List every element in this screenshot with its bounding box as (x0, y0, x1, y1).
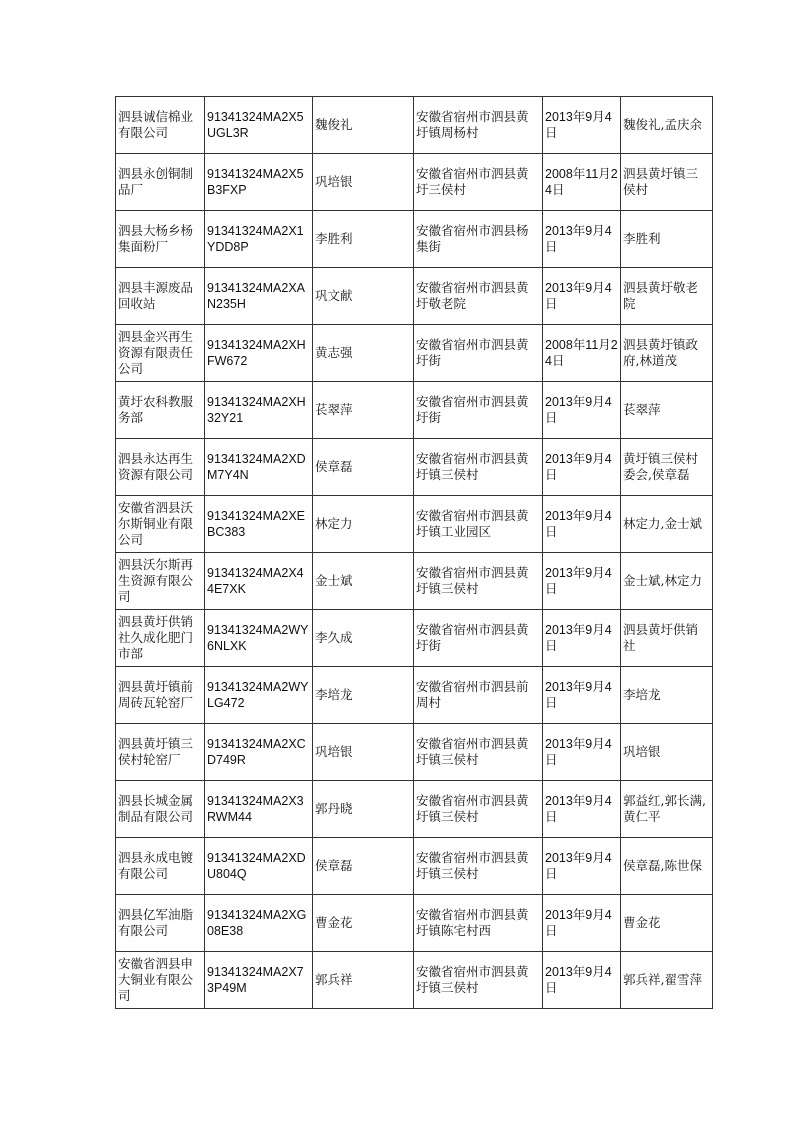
company-name-cell: 泗县永创铜制品厂 (116, 154, 205, 211)
date-cell: 2013年9月4日 (543, 97, 621, 154)
address-cell: 安徽省宿州市泗县黄圩街 (414, 325, 543, 382)
company-name-cell: 泗县黄圩供销社久成化肥门市部 (116, 610, 205, 667)
credit-code-cell: 91341324MA2XCD749R (205, 724, 313, 781)
company-name-cell: 泗县永成电镀有限公司 (116, 838, 205, 895)
table-row (116, 667, 713, 724)
shareholder-cell: 苌翠萍 (621, 382, 713, 439)
table-body (116, 97, 713, 1009)
legal-rep-cell: 巩文献 (313, 268, 414, 325)
legal-rep-cell: 林定力 (313, 496, 414, 553)
credit-code-cell: 91341324MA2WY6NLXK (205, 610, 313, 667)
date-cell: 2013年9月4日 (543, 952, 621, 1009)
shareholder-cell: 泗县黄圩供销社 (621, 610, 713, 667)
date-cell: 2013年9月4日 (543, 781, 621, 838)
shareholder-cell: 魏俊礼,孟庆余 (621, 97, 713, 154)
legal-rep-cell: 李培龙 (313, 667, 414, 724)
credit-code-cell: 91341324MA2X5UGL3R (205, 97, 313, 154)
company-name-cell: 泗县永达再生资源有限公司 (116, 439, 205, 496)
table-row (116, 439, 713, 496)
legal-rep-cell: 侯章磊 (313, 439, 414, 496)
date-cell: 2013年9月4日 (543, 610, 621, 667)
date-cell: 2013年9月4日 (543, 667, 621, 724)
credit-code-cell: 91341324MA2XHFW672 (205, 325, 313, 382)
table-row (116, 553, 713, 610)
shareholder-cell: 巩培银 (621, 724, 713, 781)
company-name-cell: 黄圩农科教服务部 (116, 382, 205, 439)
address-cell: 安徽省宿州市泗县黄圩镇工业园区 (414, 496, 543, 553)
credit-code-cell: 91341324MA2X3RWM44 (205, 781, 313, 838)
legal-rep-cell: 金士斌 (313, 553, 414, 610)
credit-code-cell: 91341324MA2X5B3FXP (205, 154, 313, 211)
company-name-cell: 泗县沃尔斯再生资源有限公司 (116, 553, 205, 610)
address-cell: 安徽省宿州市泗县黄圩镇三侯村 (414, 781, 543, 838)
shareholder-cell: 黄圩镇三侯村委会,侯章磊 (621, 439, 713, 496)
legal-rep-cell: 郭丹晓 (313, 781, 414, 838)
address-cell: 安徽省宿州市泗县前周村 (414, 667, 543, 724)
date-cell: 2013年9月4日 (543, 268, 621, 325)
company-name-cell: 泗县诚信棉业有限公司 (116, 97, 205, 154)
legal-rep-cell: 魏俊礼 (313, 97, 414, 154)
company-name-cell: 泗县丰源废品回收站 (116, 268, 205, 325)
table-row (116, 325, 713, 382)
shareholder-cell: 泗县黄圩镇政府,林道茂 (621, 325, 713, 382)
table-row (116, 781, 713, 838)
shareholder-cell: 泗县黄圩敬老院 (621, 268, 713, 325)
date-cell: 2008年11月24日 (543, 154, 621, 211)
table-row (116, 382, 713, 439)
legal-rep-cell: 侯章磊 (313, 838, 414, 895)
date-cell: 2008年11月24日 (543, 325, 621, 382)
date-cell: 2013年9月4日 (543, 496, 621, 553)
date-cell: 2013年9月4日 (543, 724, 621, 781)
table-row (116, 895, 713, 952)
legal-rep-cell: 黄志强 (313, 325, 414, 382)
company-name-cell: 泗县大杨乡杨集面粉厂 (116, 211, 205, 268)
legal-rep-cell: 巩培银 (313, 724, 414, 781)
company-name-cell: 安徽省泗县沃尔斯铜业有限公司 (116, 496, 205, 553)
date-cell: 2013年9月4日 (543, 553, 621, 610)
table-row (116, 268, 713, 325)
address-cell: 安徽省宿州市泗县黄圩镇三侯村 (414, 952, 543, 1009)
address-cell: 安徽省宿州市泗县杨集街 (414, 211, 543, 268)
address-cell: 安徽省宿州市泗县黄圩镇三侯村 (414, 553, 543, 610)
shareholder-cell: 李胜利 (621, 211, 713, 268)
date-cell: 2013年9月4日 (543, 382, 621, 439)
credit-code-cell: 91341324MA2X44E7XK (205, 553, 313, 610)
credit-code-cell: 91341324MA2XEBC383 (205, 496, 313, 553)
company-name-cell: 泗县亿军油脂有限公司 (116, 895, 205, 952)
legal-rep-cell: 郭兵祥 (313, 952, 414, 1009)
table-row (116, 154, 713, 211)
address-cell: 安徽省宿州市泗县黄圩镇陈宅村西 (414, 895, 543, 952)
address-cell: 安徽省宿州市泗县黄圩三侯村 (414, 154, 543, 211)
legal-rep-cell: 曹金花 (313, 895, 414, 952)
table-row (116, 838, 713, 895)
legal-rep-cell: 李胜利 (313, 211, 414, 268)
credit-code-cell: 91341324MA2WYLG472 (205, 667, 313, 724)
shareholder-cell: 郭益红,郭长满,黄仁平 (621, 781, 713, 838)
address-cell: 安徽省宿州市泗县黄圩镇三侯村 (414, 439, 543, 496)
credit-code-cell: 91341324MA2XDU804Q (205, 838, 313, 895)
legal-rep-cell: 巩培银 (313, 154, 414, 211)
company-name-cell: 泗县金兴再生资源有限责任公司 (116, 325, 205, 382)
date-cell: 2013年9月4日 (543, 895, 621, 952)
credit-code-cell: 91341324MA2XH32Y21 (205, 382, 313, 439)
address-cell: 安徽省宿州市泗县黄圩街 (414, 610, 543, 667)
table-row (116, 211, 713, 268)
table-row (116, 724, 713, 781)
company-name-cell: 安徽省泗县申大铜业有限公司 (116, 952, 205, 1009)
shareholder-cell: 曹金花 (621, 895, 713, 952)
address-cell: 安徽省宿州市泗县黄圩敬老院 (414, 268, 543, 325)
credit-code-cell: 91341324MA2XDM7Y4N (205, 439, 313, 496)
table-row (116, 496, 713, 553)
shareholder-cell: 侯章磊,陈世保 (621, 838, 713, 895)
shareholder-cell: 泗县黄圩镇三侯村 (621, 154, 713, 211)
registration-table (115, 96, 713, 1009)
table-row (116, 610, 713, 667)
shareholder-cell: 郭兵祥,翟雪萍 (621, 952, 713, 1009)
credit-code-cell: 91341324MA2X73P49M (205, 952, 313, 1009)
address-cell: 安徽省宿州市泗县黄圩镇三侯村 (414, 724, 543, 781)
company-name-cell: 泗县黄圩镇三侯村轮窑厂 (116, 724, 205, 781)
address-cell: 安徽省宿州市泗县黄圩镇周杨村 (414, 97, 543, 154)
credit-code-cell: 91341324MA2XG08E38 (205, 895, 313, 952)
company-name-cell: 泗县长城金属制品有限公司 (116, 781, 205, 838)
table-row (116, 97, 713, 154)
credit-code-cell: 91341324MA2X1YDD8P (205, 211, 313, 268)
shareholder-cell: 金士斌,林定力 (621, 553, 713, 610)
date-cell: 2013年9月4日 (543, 439, 621, 496)
date-cell: 2013年9月4日 (543, 211, 621, 268)
date-cell: 2013年9月4日 (543, 838, 621, 895)
address-cell: 安徽省宿州市泗县黄圩街 (414, 382, 543, 439)
company-name-cell: 泗县黄圩镇前周砖瓦轮窑厂 (116, 667, 205, 724)
legal-rep-cell: 李久成 (313, 610, 414, 667)
shareholder-cell: 李培龙 (621, 667, 713, 724)
credit-code-cell: 91341324MA2XAN235H (205, 268, 313, 325)
legal-rep-cell: 苌翠萍 (313, 382, 414, 439)
address-cell: 安徽省宿州市泗县黄圩镇三侯村 (414, 838, 543, 895)
shareholder-cell: 林定力,金士斌 (621, 496, 713, 553)
table-row (116, 952, 713, 1009)
